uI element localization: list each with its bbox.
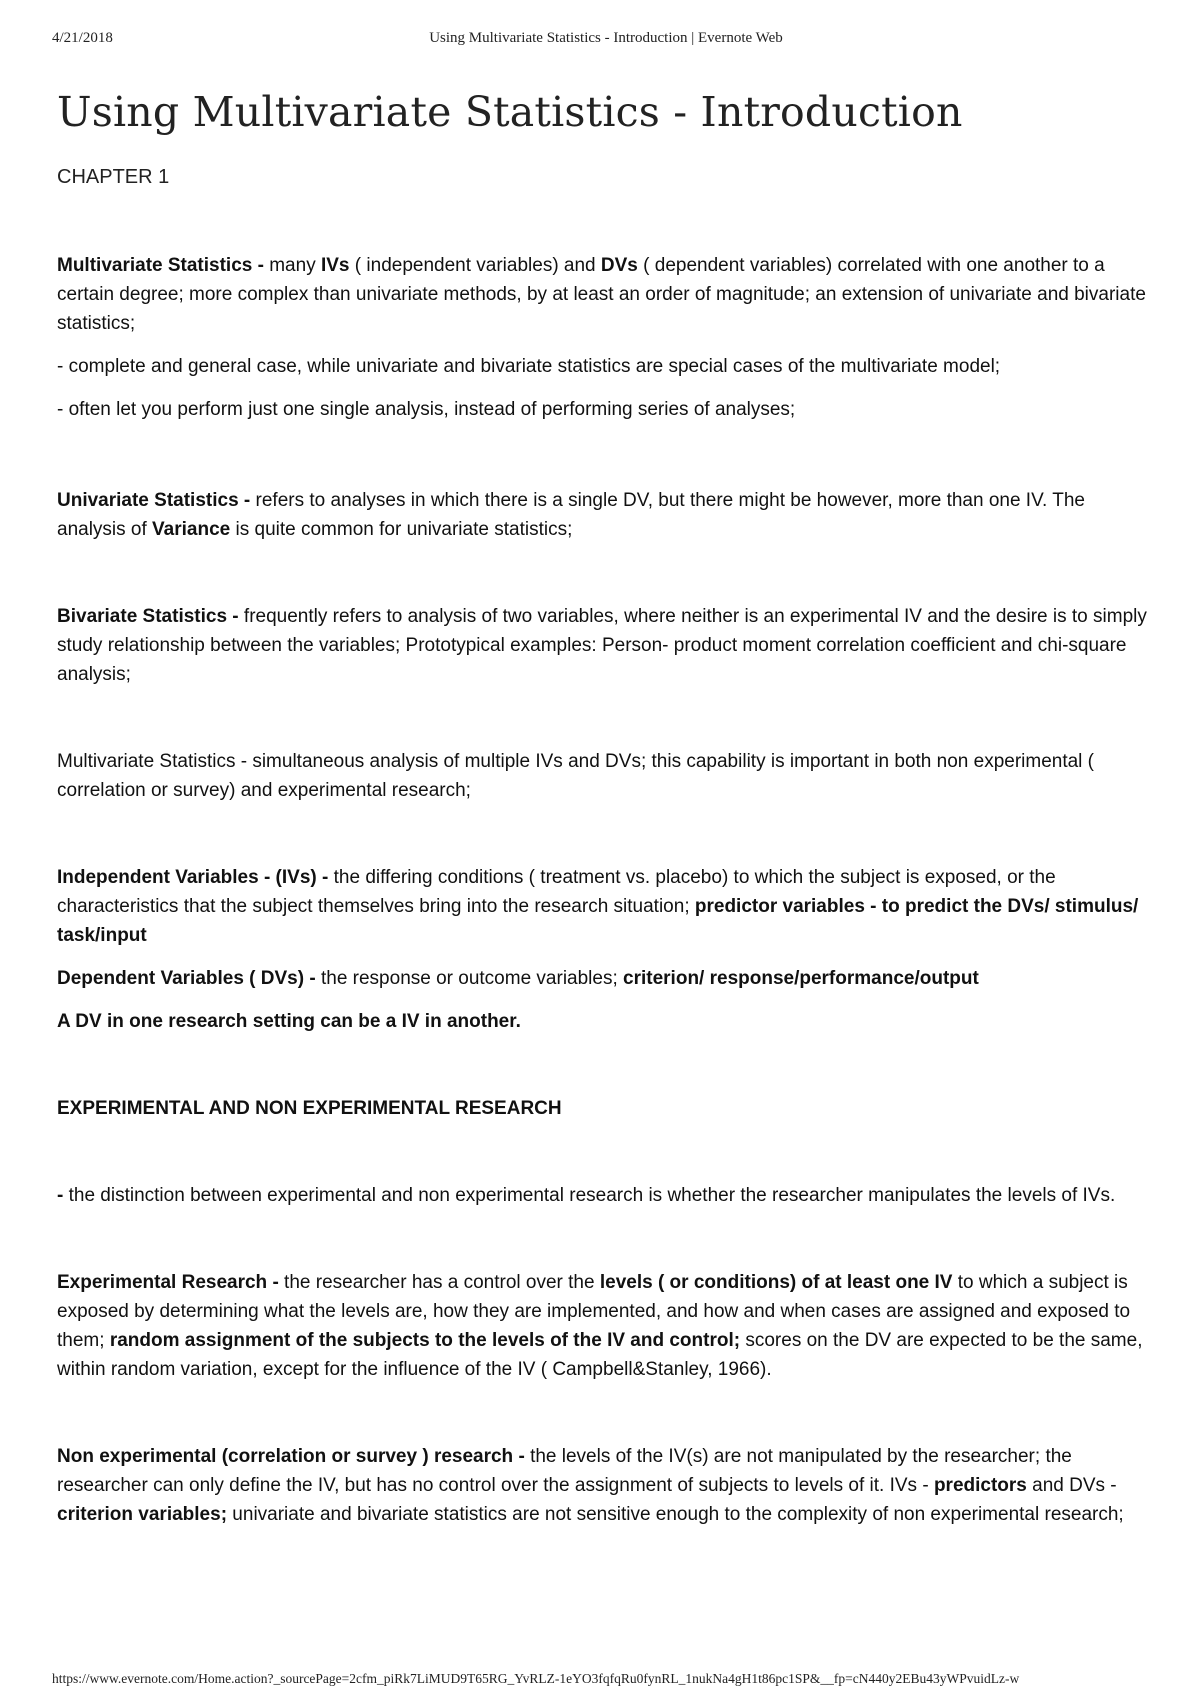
- term-univariate: Univariate Statistics -: [57, 490, 256, 511]
- paragraph-dependent-variables: [57, 964, 1157, 993]
- levels-bold: levels ( or conditions) of at least one IV: [599, 1272, 953, 1293]
- term-nonexperimental-research: Non experimental (correlation or survey ) research -: [57, 1446, 531, 1467]
- text: scores on the DV are expected to be the same, within random variation, except for the influence of the IV ( Campbell&Stanley, 1966).: [57, 1330, 1143, 1380]
- predictors-bold: predictors: [933, 1475, 1027, 1496]
- text: is quite common for univariate statistics;: [230, 519, 573, 540]
- text: ( dependent variables) correlated with one another to a certain degree; more complex than univariate methods, by at least an order of magnitude; an extension of univariate and bivariate statistics;: [57, 255, 1146, 334]
- criterion-bold: criterion variables;: [57, 1504, 228, 1525]
- term-independent-variables: Independent Variables - (IVs) -: [57, 867, 334, 888]
- text: the distinction between experimental and non experimental research is whether the researcher manipulates the levels of IVs.: [68, 1185, 1116, 1206]
- text: many: [269, 255, 321, 276]
- text: frequently refers to analysis of two variables, where neither is an experimental IV and the desire is to simply study relationship between the variables; Prototypical examples: Person- product moment correlation coefficient and chi-square analysis;: [57, 606, 1147, 685]
- paragraph-experimental-research: [57, 1268, 1157, 1384]
- paragraph-multivariate-simultaneous: Multivariate Statistics - simultaneous analysis of multiple IVs and DVs; this capability is important in both non experimental ( correlation or survey) and experimental research;: [57, 751, 1095, 801]
- term-experimental-research: Experimental Research -: [57, 1272, 285, 1293]
- print-date: 4/21/2018: [52, 30, 113, 46]
- dv-note-text: A DV in one research setting can be a IV in another.: [57, 1011, 521, 1032]
- paragraph-univariate: [57, 486, 1157, 544]
- text: the differing conditions ( treatment vs. placebo) to which the subject is exposed, or the characteristics that the subject themselves bring into the research situation;: [57, 867, 1056, 917]
- text: the levels of the IV(s) are not manipulated by the researcher; the researcher can only define the IV, but has no control over the assignment of subjects to levels of it. IVs -: [57, 1446, 1072, 1496]
- text: the researcher has a control over the: [284, 1272, 600, 1293]
- paragraph-multivariate: [57, 251, 1157, 338]
- text: refers to analyses in which there is a single DV, but there might be however, more than one IV. The analysis of: [57, 490, 1085, 540]
- chapter-label: CHAPTER 1: [57, 166, 170, 188]
- paragraph-bivariate: [57, 602, 1157, 689]
- term-dependent-variables: Dependent Variables ( DVs) -: [57, 968, 321, 989]
- dv-note: [57, 1007, 1157, 1036]
- term-ivs: IVs: [320, 255, 350, 276]
- criterion-variables: criterion/ response/performance/output: [623, 968, 979, 989]
- note-content: [57, 88, 1157, 1529]
- paragraph-distinction: [57, 1181, 1157, 1210]
- term-bivariate: Bivariate Statistics -: [57, 606, 244, 627]
- bullet-general-case: - complete and general case, while univariate and bivariate statistics are special cases of the multivariate model;: [57, 356, 1001, 377]
- print-header: [52, 30, 1160, 52]
- term-multivariate: Multivariate Statistics -: [57, 255, 270, 276]
- random-assignment-bold: random assignment of the subjects to the levels of the IV and control;: [109, 1330, 741, 1351]
- print-page-title: Using Multivariate Statistics - Introduction | Evernote Web: [429, 30, 783, 46]
- text: univariate and bivariate statistics are not sensitive enough to the complexity of non experimental research;: [227, 1504, 1124, 1525]
- paragraph-independent-variables: [57, 863, 1157, 950]
- paragraph-nonexperimental-research: [57, 1442, 1157, 1529]
- predictor-variables: predictor variables - to predict the DVs/ stimulus/ task/input: [57, 896, 1139, 946]
- term-dvs: DVs: [600, 255, 638, 276]
- bullet-single-analysis: - often let you perform just one single analysis, instead of performing series of analyses;: [57, 399, 796, 420]
- print-footer-url: https://www.evernote.com/Home.action?_sourcePage=2cfm_piRk7LiMUD9T65RG_YvRLZ-1eYO3fqfqRu0fynRL_1nukNa4gH1t86pc1SP&__fp=cN440y2EBu43yWPvuidLz-w: [52, 1671, 1020, 1686]
- term-variance: Variance: [152, 519, 231, 540]
- dash: -: [57, 1185, 69, 1206]
- note-title: Using Multivariate Statistics - Introduction: [57, 88, 963, 136]
- text: the response or outcome variables;: [320, 968, 624, 989]
- section-heading: EXPERIMENTAL AND NON EXPERIMENTAL RESEARCH: [57, 1098, 562, 1119]
- text: to which a subject is exposed by determining what the levels are, how they are implemented, and how and when cases are assigned and exposed to them;: [57, 1272, 1131, 1351]
- text: ( independent variables) and: [349, 255, 601, 276]
- text: and DVs -: [1026, 1475, 1117, 1496]
